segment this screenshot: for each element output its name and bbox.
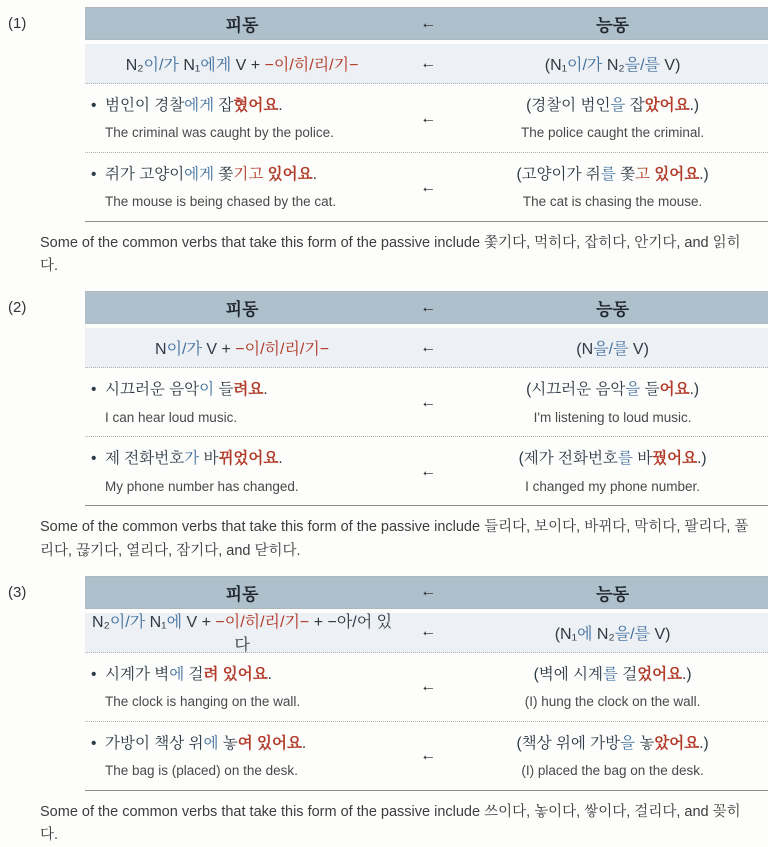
passive-example-cell <box>85 448 399 495</box>
example-row <box>85 653 768 722</box>
verbs-note: Some of the common verbs that take this form of the passive include 쫓기다, 먹히다, 잡히다, 안기다, and 읽히다. <box>40 235 741 275</box>
active-header-label: 능동 <box>596 584 630 604</box>
bullet-icon: • <box>91 97 97 114</box>
passive-example-cell <box>85 733 399 780</box>
left-arrow-icon: ← <box>420 178 437 196</box>
passive-formula: N이/가 V + −이/히/리/기− <box>155 341 330 359</box>
table-rows <box>85 653 768 791</box>
passive-example-cell <box>85 379 399 426</box>
passive-sentence-kr <box>91 664 399 686</box>
active-sentence-en: (I) hung the clock on the wall. <box>524 694 701 710</box>
left-arrow-icon: ← <box>420 298 437 316</box>
bullet-icon: • <box>91 734 97 752</box>
active-example-cell <box>457 164 768 211</box>
passive-header-label: 피동 <box>225 16 259 35</box>
passive-kr-text: 제 전화번호가 바뀌었어요. <box>105 450 283 468</box>
formula-row <box>85 44 768 84</box>
passive-sentence-kr <box>91 164 399 186</box>
active-example-cell <box>457 733 768 780</box>
passive-table <box>85 7 768 222</box>
passive-example-cell <box>85 664 399 711</box>
formula-row <box>85 328 768 368</box>
verbs-note: Some of the common verbs that take this form of the passive include 쓰이다, 놓이다, 쌓이다, 걸리다, and 꽂히다. <box>40 803 741 844</box>
table-rows <box>85 84 768 222</box>
active-sentence-kr: (벽에 시계를 걸었어요.) <box>533 665 692 683</box>
active-sentence-en: I'm listening to loud music. <box>533 409 692 425</box>
table-header-row <box>85 291 768 324</box>
example-row <box>85 437 768 506</box>
active-sentence-en: (I) placed the bag on the desk. <box>521 763 704 779</box>
passive-sentence-en: The mouse is being chased by the cat. <box>105 194 337 210</box>
left-arrow-icon: ← <box>420 109 437 127</box>
passive-sentence-en: I can hear loud music. <box>105 409 238 425</box>
passive-sentence-en: The bag is (placed) on the desk. <box>105 763 298 779</box>
left-arrow-icon: ← <box>420 338 437 356</box>
left-arrow-icon: ← <box>420 583 437 601</box>
bullet-icon: • <box>91 665 97 683</box>
active-sentence-kr: (시끄러운 음악을 들어요.) <box>526 381 700 399</box>
bullet-icon: • <box>91 450 97 468</box>
passive-table <box>85 291 768 506</box>
active-sentence-kr: (제가 전화번호를 바꿨어요.) <box>518 450 707 468</box>
bullet-icon: • <box>91 166 97 184</box>
bullet-icon: • <box>91 381 97 399</box>
section-number: (2) <box>8 299 27 317</box>
passive-sentence-en: The criminal was caught by the police. <box>105 125 334 141</box>
passive-formula: N₂이/가 N₁에게 V + −이/히/리/기− <box>125 57 359 74</box>
left-arrow-icon: ← <box>420 393 437 411</box>
left-arrow-icon: ← <box>420 678 437 696</box>
section-number: (1) <box>8 15 27 32</box>
passive-kr-text: 가방이 책상 위에 놓여 있어요. <box>105 734 307 752</box>
active-sentence-kr: (책상 위에 가방을 놓았어요.) <box>516 734 709 752</box>
passive-example-cell <box>85 95 399 142</box>
passive-table <box>85 576 768 791</box>
active-example-cell <box>457 448 768 495</box>
active-example-cell <box>457 664 768 711</box>
passive-sentence-kr <box>91 379 399 401</box>
passive-example-cell <box>85 164 399 211</box>
active-sentence-kr: (고양이가 쥐를 쫓고 있어요.) <box>516 166 709 184</box>
active-formula: (N을/를 V) <box>576 341 649 359</box>
passive-section <box>0 7 768 222</box>
passive-section <box>0 576 768 791</box>
passive-formula: N₂이/가 N₁에 V + −이/히/리/기− + −아/어 있다 <box>92 614 393 655</box>
example-row <box>85 153 768 222</box>
left-arrow-icon: ← <box>420 623 437 641</box>
active-header-label: 능동 <box>596 16 630 35</box>
passive-kr-text: 쥐가 고양이에게 쫓기고 있어요. <box>105 166 317 184</box>
active-formula: (N₁에 N₂을/를 V) <box>554 625 671 643</box>
section-block <box>0 291 768 562</box>
active-example-cell <box>457 379 768 426</box>
active-sentence-en: The cat is chasing the mouse. <box>522 194 703 210</box>
active-sentence-en: The police caught the criminal. <box>521 125 705 141</box>
active-sentence-kr: (경찰이 범인을 잡았어요.) <box>526 97 700 114</box>
section-block <box>0 576 768 847</box>
active-formula: (N₁이/가 N₂을/를 V) <box>544 57 681 74</box>
table-header-row <box>85 576 768 609</box>
passive-section <box>0 291 768 506</box>
passive-header-label: 피동 <box>225 300 259 320</box>
passive-sentence-en: My phone number has changed. <box>105 478 299 494</box>
left-arrow-icon: ← <box>420 54 437 72</box>
passive-kr-text: 범인이 경찰에게 잡혔어요. <box>105 97 283 114</box>
section-block <box>0 7 768 278</box>
passive-sentence-kr <box>91 95 399 117</box>
section-number: (3) <box>8 583 27 601</box>
active-sentence-en: I changed my phone number. <box>525 478 701 494</box>
example-row <box>85 84 768 153</box>
passive-sentence-en: The clock is hanging on the wall. <box>105 694 301 710</box>
left-arrow-icon: ← <box>420 14 437 32</box>
active-example-cell <box>457 95 768 142</box>
left-arrow-icon: ← <box>420 462 437 480</box>
passive-kr-text: 시끄러운 음악이 들려요. <box>105 381 268 399</box>
table-rows <box>85 368 768 506</box>
passive-kr-text: 시계가 벽에 걸려 있어요. <box>105 665 272 683</box>
verbs-note: Some of the common verbs that take this form of the passive include 들리다, 보이다, 바뀌다, 막히다, 팔리다, 풀리다, 끊기다, 열리다, 잠기다, and 닫히다. <box>40 519 749 559</box>
passive-header-label: 피동 <box>225 584 259 604</box>
passive-sentence-kr <box>91 733 399 755</box>
formula-row <box>85 613 768 653</box>
example-row <box>85 722 768 791</box>
table-header-row <box>85 7 768 40</box>
active-header-label: 능동 <box>596 300 630 320</box>
left-arrow-icon: ← <box>420 747 437 765</box>
passive-sentence-kr <box>91 448 399 470</box>
example-row <box>85 368 768 437</box>
